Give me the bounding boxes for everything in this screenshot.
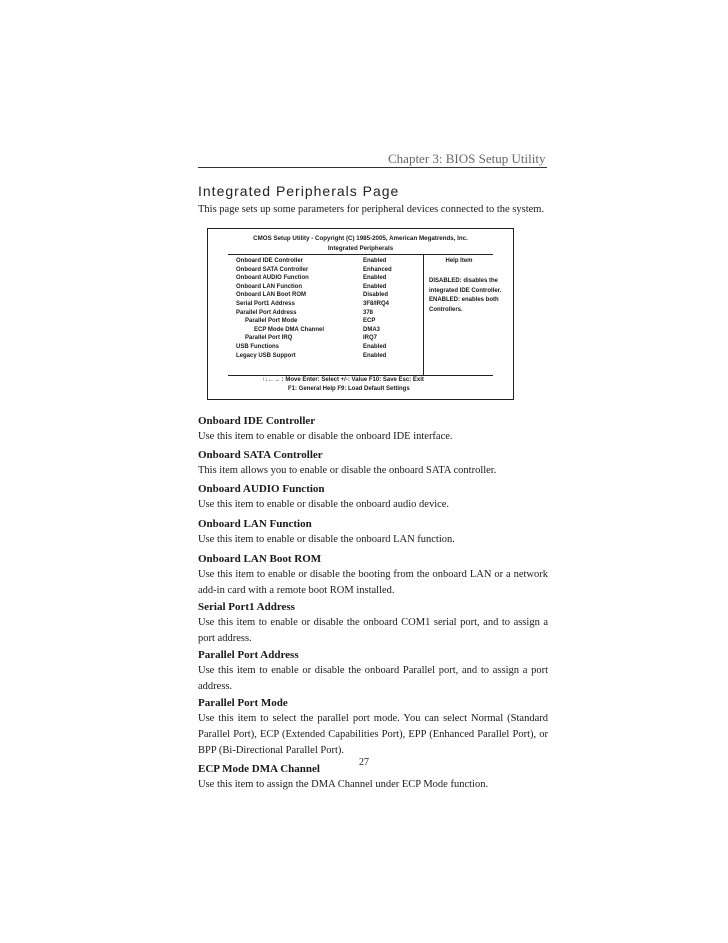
item-heading: Parallel Port Mode xyxy=(198,697,288,709)
item-heading: Onboard AUDIO Function xyxy=(198,483,325,495)
bios-divider xyxy=(228,254,493,255)
intro-text: This page sets up some parameters for peripheral devices connected to the system. xyxy=(198,204,545,215)
bios-setting-label: Onboard AUDIO Function xyxy=(236,275,309,282)
header-rule xyxy=(198,167,547,168)
bios-setting-label: ECP Mode DMA Channel xyxy=(254,326,325,333)
item-description xyxy=(198,447,548,479)
bios-setting-label: Parallel Port Address xyxy=(236,309,297,316)
bios-setting-row xyxy=(236,326,421,335)
bios-setting-label: Onboard LAN Boot ROM xyxy=(236,292,306,299)
bios-setting-row xyxy=(236,300,421,309)
bios-setting-row xyxy=(236,352,421,361)
section-title: Integrated Peripherals Page xyxy=(198,183,400,199)
item-description xyxy=(198,516,548,548)
bios-key-legend-2: F1: General Help F9: Load Default Settings xyxy=(288,386,410,392)
bios-title xyxy=(208,234,513,254)
bios-help-title: Help Item xyxy=(445,258,473,264)
item-text: This item allows you to enable or disable the onboard SATA controller. xyxy=(198,465,497,476)
page-number: 27 xyxy=(359,757,369,768)
item-heading: Serial Port1 Address xyxy=(198,601,295,613)
item-text: Use this item to select the parallel port mode. You can select Normal (Standard Parallel Port), ECP (Extended Capabilities Port), EPP (Enhanced Parallel Port), or BPP (Bi-Directional Parallel Port). xyxy=(198,713,548,756)
bios-setting-value: IRQ7 xyxy=(363,335,378,342)
bios-setting-value: 378 xyxy=(363,309,374,316)
bios-setting-value: Enabled xyxy=(363,352,387,359)
item-description xyxy=(198,551,548,599)
item-heading: Parallel Port Address xyxy=(198,649,299,661)
item-description xyxy=(198,599,548,647)
item-text: Use this item to enable or disable the onboard audio device. xyxy=(198,499,450,510)
item-heading: Onboard LAN Function xyxy=(198,518,312,530)
bios-setting-value: Enabled xyxy=(363,283,387,290)
bios-setting-row xyxy=(236,274,421,283)
bios-setting-label: Onboard SATA Controller xyxy=(236,266,309,273)
bios-setting-value: 3F8/IRQ4 xyxy=(363,300,390,307)
bios-key-legend: ↑↓←→ : Move Enter: Select +/-: Value F10: Save Esc: Exit xyxy=(262,377,424,383)
bios-setting-row xyxy=(236,309,421,318)
bios-setting-row xyxy=(236,317,421,326)
bios-setting-label: USB Functions xyxy=(236,343,279,350)
item-text: Use this item to enable or disable the onboard IDE interface. xyxy=(198,431,453,442)
bios-help-text: DISABLED: disables the integrated IDE Controller. ENABLED: enables both Controllers. xyxy=(429,278,502,313)
item-description xyxy=(198,481,548,513)
item-heading: Onboard IDE Controller xyxy=(198,415,316,427)
bios-setting-value: Enabled xyxy=(363,343,387,350)
item-text: Use this item to enable or disable the onboard LAN function. xyxy=(198,534,455,545)
item-text: Use this item to enable or disable the onboard COM1 serial port, and to assign a port address. xyxy=(198,617,548,644)
bios-setting-row xyxy=(236,266,421,275)
bios-setting-row xyxy=(236,291,421,300)
bios-title-line1: CMOS Setup Utility - Copyright (C) 1985-2005, American Megatrends, Inc. xyxy=(253,235,468,242)
item-description xyxy=(198,413,548,445)
bios-setting-label: Parallel Port IRQ xyxy=(245,335,293,342)
item-text: Use this item to enable or disable the onboard Parallel port, and to assign a port address. xyxy=(198,665,548,692)
item-heading: ECP Mode DMA Channel xyxy=(198,763,320,775)
bios-setting-label: Parallel Port Mode xyxy=(245,318,298,325)
bios-setting-row xyxy=(236,334,421,343)
bios-setting-label: Legacy USB Support xyxy=(236,352,296,359)
item-text: Use this item to enable or disable the booting from the onboard LAN or a network add-in card with a remote boot ROM installed. xyxy=(198,569,548,596)
bios-setting-row xyxy=(236,283,421,292)
item-descriptions xyxy=(198,413,548,793)
item-text: Use this item to assign the DMA Channel under ECP Mode function. xyxy=(198,779,489,790)
bios-setting-row xyxy=(236,257,421,266)
bios-setting-value: DMA3 xyxy=(363,326,381,333)
bios-settings-list xyxy=(236,257,421,360)
bios-setting-value: ECP xyxy=(363,318,376,325)
bios-setting-label: Onboard IDE Controller xyxy=(236,258,304,264)
bios-setting-row xyxy=(236,343,421,352)
bios-column-divider xyxy=(423,254,424,375)
item-heading: Onboard LAN Boot ROM xyxy=(198,553,322,565)
bios-setting-value: Enabled xyxy=(363,275,387,282)
item-description xyxy=(198,647,548,695)
bios-title-line2: Integrated Peripherals xyxy=(327,245,394,252)
bios-setting-value: Enhanced xyxy=(363,266,392,273)
bios-screen-figure xyxy=(207,228,514,400)
bios-setting-label: Onboard LAN Function xyxy=(236,283,302,290)
item-description xyxy=(198,695,548,759)
chapter-header: Chapter 3: BIOS Setup Utility xyxy=(388,151,546,166)
bios-setting-value: Enabled xyxy=(363,258,387,264)
bios-setting-value: Disabled xyxy=(363,292,389,299)
bios-divider xyxy=(228,375,493,376)
item-heading: Onboard SATA Controller xyxy=(198,449,323,461)
bios-setting-label: Serial Port1 Address xyxy=(236,300,295,307)
